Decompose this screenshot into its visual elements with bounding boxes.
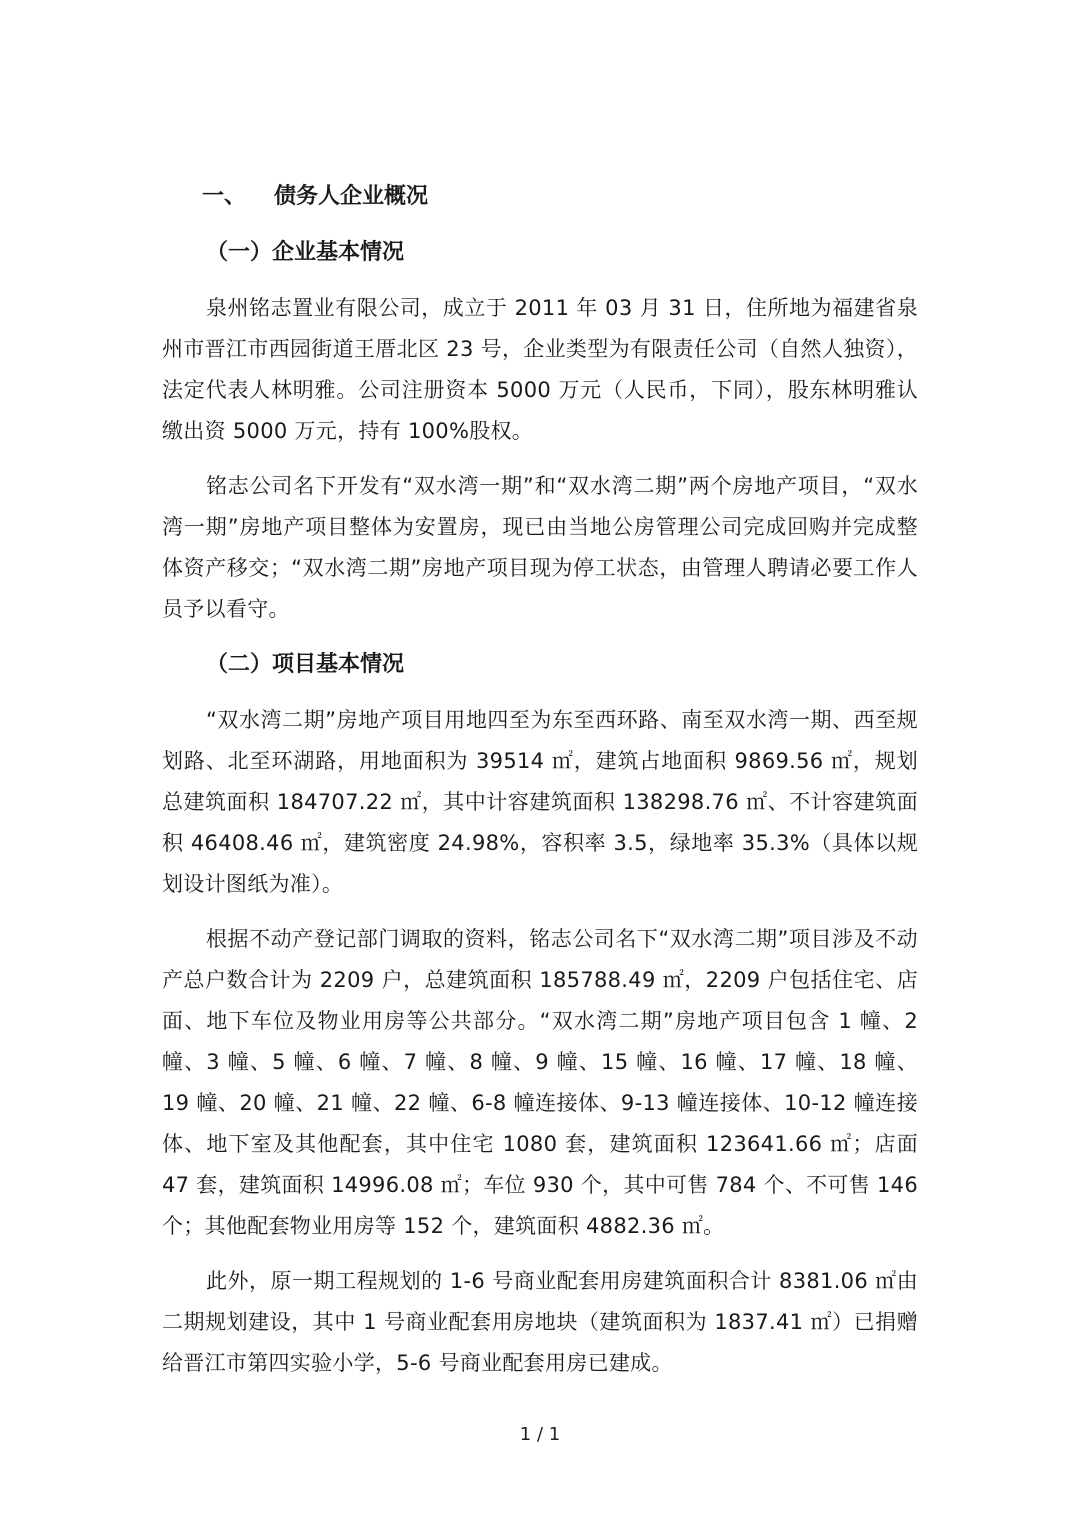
document-body: [162, 176, 918, 1398]
section-heading: [202, 176, 918, 218]
paragraph-project-units: 根据不动产登记部门调取的资料，铭志公司名下“双水湾二期”项目涉及不动产总户数合计为 2209 户，总建筑面积 185788.49 ㎡，2209 户包括住宅、店面、地下车位及物业用房等公共部分。“双水湾二期”房地产项目包含 1 幢、2 幢、3 幢、5 幢、6 幢、7 幢、8 幢、9 幢、15 幢、16 幢、17 幢、18 幢、19 幢、20 幢、21 幢、22 幢、6-8 幢连接体、9-13 幢连接体、10-12 幢连接体、地下室及其他配套，其中住宅 1080 套，建筑面积 123641.66 ㎡；店面 47 套，建筑面积 14996.08 ㎡；车位 930 个，其中可售 784 个、不可售 146 个；其他配套物业用房等 152 个，建筑面积 4882.36 ㎡。: [162, 927, 918, 1238]
section-title: 债务人企业概况: [274, 184, 429, 209]
page-number: 1 / 1: [519, 1424, 561, 1445]
paragraph-company-projects: 铭志公司名下开发有“双水湾一期”和“双水湾二期”两个房地产项目，“双水湾一期”房地产项目整体为安置房，现已由当地公房管理公司完成回购并完成整体资产移交；“双水湾二期”房地产项目现为停工状态，由管理人聘请必要工作人员予以看守。: [162, 474, 918, 621]
paragraph-project-commercial: 此外，原一期工程规划的 1-6 号商业配套用房建筑面积合计 8381.06 ㎡由二期规划建设，其中 1 号商业配套用房地块（建筑面积为 1837.41 ㎡）已捐赠给晋江市第四实验小学，5-6 号商业配套用房已建成。: [162, 1269, 918, 1375]
subsection-heading-project: （二）项目基本情况: [206, 652, 405, 677]
subsection-heading-company: （一）企业基本情况: [206, 240, 405, 265]
paragraph-project-land: “双水湾二期”房地产项目用地四至为东至西环路、南至双水湾一期、西至规划路、北至环湖路，用地面积为 39514 ㎡，建筑占地面积 9869.56 ㎡，规划总建筑面积 184707.22 ㎡，其中计容建筑面积 138298.76 ㎡、不计容建筑面积 46408.46 ㎡，建筑密度 24.98%，容积率 3.5，绿地率 35.3%（具体以规划设计图纸为准）。: [162, 708, 918, 896]
paragraph-company-info: 泉州铭志置业有限公司，成立于 2011 年 03 月 31 日，住所地为福建省泉州市晋江市西园街道王厝北区 23 号，企业类型为有限责任公司（自然人独资），法定代表人林明雅。公司注册资本 5000 万元（人民币，下同），股东林明雅认缴出资 5000 万元，持有 100%股权。: [162, 296, 918, 443]
section-number: 一、: [202, 184, 247, 209]
